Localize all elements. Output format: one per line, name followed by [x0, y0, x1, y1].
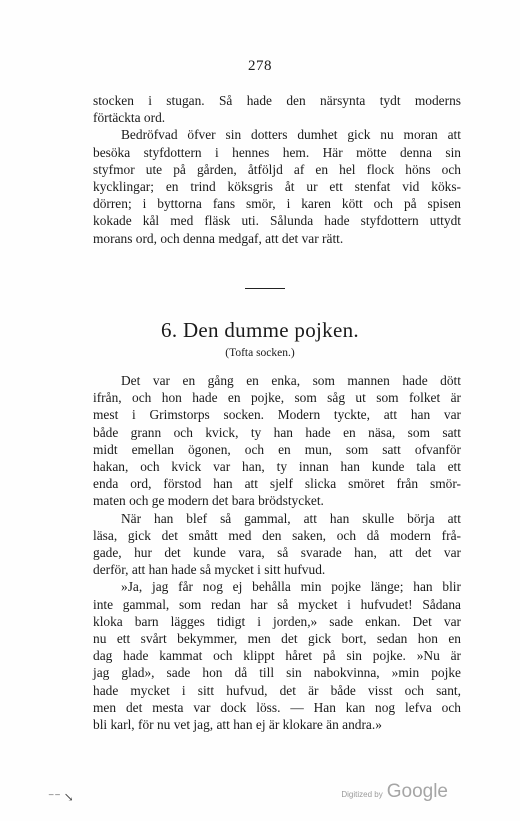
text-line: gade, hur det kunde vara, så svarade han, att det var: [93, 545, 461, 561]
text-line: kokade kål med fläsk uti. Sålunda hade styfdottern uttydt: [93, 213, 461, 229]
section-divider: [245, 288, 285, 289]
paragraph: [93, 578, 461, 733]
text-line: enda ord, förstod han att sjelf slicka smöret från smör-: [93, 476, 461, 492]
chapter-title: 6. Den dumme pojken.: [161, 318, 359, 342]
text-line: hakan, och kvick var han, ty innan han kunde tala ett: [93, 459, 461, 475]
text-line: kloka barn lägges tidigt i jorden,» sade enkan. Det var: [93, 613, 461, 629]
text-line: När han blef så gammal, att han skulle börja att: [121, 510, 461, 526]
text-line: nu ett svårt bekymmer, men det gick bort, sedan hon en: [93, 631, 461, 647]
text-line: maten och ge modern det bara brödstycket.: [93, 493, 324, 509]
text-line: styfmor ute på gården, åtföljd af en hel flock höns och: [93, 161, 461, 177]
paragraph: [93, 510, 461, 579]
text-line: Det var en gång en enka, som mannen hade dött: [121, 373, 461, 388]
text-line: morans ord, och denna medgaf, att det var rätt.: [93, 230, 344, 246]
text-line: men det mesta var dock löss. — Han kan nog lefva och: [93, 699, 461, 715]
chapter-subtitle: (Tofta socken.): [225, 347, 295, 359]
text-line: derför, att han hade så mycket i sitt hufvud.: [93, 562, 326, 578]
watermark-prefix: Digitized by: [341, 790, 383, 799]
paragraph: [93, 92, 461, 126]
text-line: Bedröfvad öfver sin dotters dumhet gick nu moran att: [121, 127, 461, 143]
google-logo: Google: [386, 781, 448, 802]
text-line: kycklingar; en trind köksgris åt ur ett stenfat vid köks-: [93, 179, 461, 195]
text-line: ifrån, och hon hade en pojke, som såg ut som folket är: [93, 390, 461, 406]
digitized-watermark: [341, 781, 448, 803]
text-line: midt emellan ögonen, och en mun, som satt ofvanför: [93, 441, 461, 457]
text-line: förtäckta ord.: [93, 110, 166, 126]
text-line: jag glad», sade hon då till sin nabokvinna, »min pojke: [93, 665, 461, 681]
text-line: både grann och kvick, ty han hade en näsa, som satt: [93, 424, 461, 440]
page-number: 278: [248, 58, 272, 74]
text-line: bli karl, för nu vet jag, att han ej är klokare än andra.»: [93, 717, 382, 733]
text-line: dag hade kammat och klippt håret på sin pojke. »Nu är: [93, 648, 461, 664]
text-block-before: [93, 92, 461, 247]
text-line: dörren; i byttorna fans smör, i karen kött och på spisen: [93, 196, 461, 212]
text-line: hade mycket i sitt hufvud, det är både visst och sant,: [93, 682, 461, 698]
text-line: mest i Grimstorps socken. Modern tyckte, att han var: [93, 407, 461, 423]
text-block-after: [93, 372, 461, 733]
text-line: »Ja, jag får nog ej behålla min pojke länge; han blir: [121, 579, 461, 595]
text-line: besöka styfdottern i hennes hem. Här mötte denna sin: [93, 144, 461, 160]
text-line: läsa, gick det smått med den saken, och då modern frå-: [93, 527, 461, 543]
scan-mark: ⁻⁻ ↘: [48, 790, 74, 804]
text-line: stocken i stugan. Så hade den närsynta tydt moderns: [93, 93, 461, 108]
paragraph: [93, 372, 461, 510]
text-line: inte gammal, som redan har så mycket i hufvudet! Sådana: [93, 596, 461, 612]
paragraph: [93, 126, 461, 246]
